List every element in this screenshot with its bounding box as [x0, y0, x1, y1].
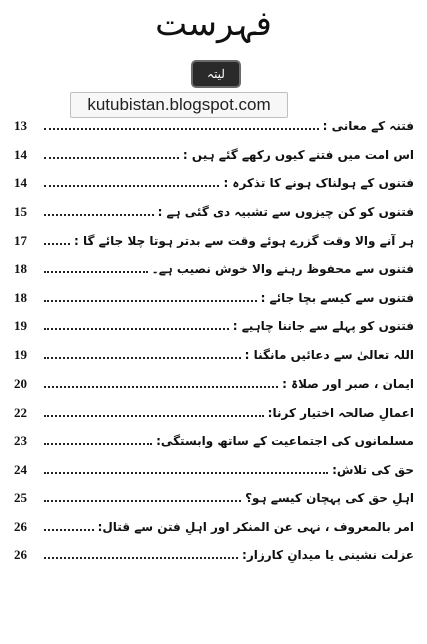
toc-page-number: 15 — [14, 204, 27, 219]
toc-page-number: 26 — [14, 547, 27, 562]
toc-entry-title: حق کی تلاش: — [332, 463, 414, 477]
watermark-url: kutubistan.blogspot.com — [70, 92, 288, 118]
toc-leader-dots — [44, 157, 179, 159]
toc-entry-title: ہر آنے والا وقت گزرے ہوئے وقت سے بدتر ہوتا چلا جائے گا : — [73, 234, 414, 248]
toc-leader-dots — [44, 328, 229, 330]
toc-entry-title: مسلمانوں کی اجتماعیت کے ساتھ وابستگی: — [156, 434, 414, 448]
toc-entry — [14, 172, 414, 194]
toc-leader-dots — [44, 300, 257, 302]
toc-page-number: 19 — [14, 318, 27, 333]
toc-entry — [14, 315, 414, 337]
toc-entry — [14, 544, 414, 566]
toc-entry — [14, 258, 414, 280]
toc-leader-dots — [44, 214, 154, 216]
toc-leader-dots — [44, 529, 94, 531]
ornamental-emblem-icon — [193, 62, 239, 86]
toc-leader-dots — [44, 500, 241, 502]
toc-entry-title: فتنوں سے کیسے بچا جائے : — [260, 291, 414, 305]
toc-entry-title: اللہ تعالیٰ سے دعائیں مانگنا : — [244, 348, 414, 362]
toc-entry-title: فتنہ کے معانی : — [322, 119, 414, 133]
toc-entry-title: فتنوں کے ہولناک ہونے کا تذکرہ : — [223, 176, 414, 190]
toc-entry-title: ایمان ، صبر اور صلاۃ : — [282, 377, 414, 391]
toc-page-number: 22 — [14, 405, 27, 420]
toc-entry — [14, 344, 414, 366]
toc-entry — [14, 115, 414, 137]
toc-entry — [14, 402, 414, 424]
toc-page-number: 26 — [14, 519, 27, 534]
toc-page-number: 20 — [14, 376, 27, 391]
toc-leader-dots — [44, 128, 319, 130]
page-title: فہرست — [155, 4, 272, 44]
toc-leader-dots — [44, 185, 219, 187]
toc-leader-dots — [44, 557, 238, 559]
toc-leader-dots — [44, 271, 148, 273]
toc-entry-title: اعمالِ صالحہ اختیار کرنا: — [267, 406, 414, 420]
toc-leader-dots — [44, 243, 70, 245]
toc-leader-dots — [44, 415, 264, 417]
toc-page-number: 24 — [14, 462, 27, 477]
toc-page-number: 18 — [14, 261, 27, 276]
toc-leader-dots — [44, 443, 152, 445]
toc-page-number: 19 — [14, 347, 27, 362]
emblem-text: لیتہ — [207, 67, 225, 81]
toc-entry — [14, 373, 414, 395]
toc-leader-dots — [44, 472, 328, 474]
toc-entry-title: فتنوں کو پہلے سے جاننا چاہیے : — [232, 319, 414, 333]
toc-entry — [14, 430, 414, 452]
toc-entry — [14, 459, 414, 481]
toc-page-number: 23 — [14, 433, 27, 448]
toc-entry-title: فتنوں سے محفوظ رہنے والا خوش نصیب ہے۔ — [151, 262, 414, 276]
toc-entry-title: فتنوں کو کن چیزوں سے تشبیہ دی گئی ہے : — [157, 205, 414, 219]
toc-page-number: 14 — [14, 175, 27, 190]
toc-entry-title: عزلت نشینی یا میدانِ کارزار: — [242, 548, 414, 562]
toc-page-number: 17 — [14, 233, 27, 248]
toc-entry-title: اس امت میں فتنے کیوں رکھے گئے ہیں : — [182, 148, 414, 162]
toc-page-number: 13 — [14, 118, 27, 133]
toc-entry — [14, 516, 414, 538]
toc-entry — [14, 201, 414, 223]
toc-entry — [14, 144, 414, 166]
toc-entry-title: اہلِ حق کی پہچان کیسے ہو؟ — [245, 491, 414, 505]
toc-page-number: 14 — [14, 147, 27, 162]
toc-entry — [14, 487, 414, 509]
toc-page-number: 25 — [14, 490, 27, 505]
toc-entry-title: امر بالمعروف ، نہی عن المنکر اور اہلِ فتن سے قتال: — [97, 520, 414, 534]
toc-leader-dots — [44, 386, 278, 388]
toc-leader-dots — [44, 357, 241, 359]
toc-page-number: 18 — [14, 290, 27, 305]
toc-entry — [14, 287, 414, 309]
toc-entry — [14, 230, 414, 252]
